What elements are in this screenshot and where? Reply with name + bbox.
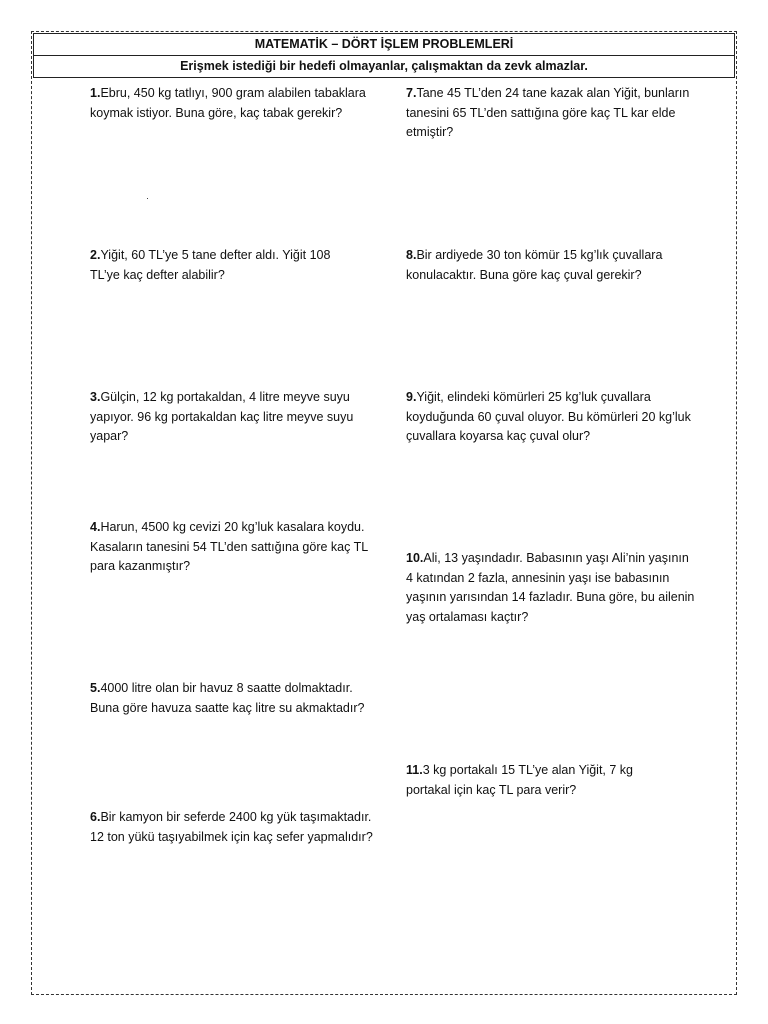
- problem-number: 11.: [406, 763, 423, 777]
- problem-8: [406, 246, 706, 285]
- problem-text: Bir kamyon bir seferde 2400 kg yük taşımaktadır. 12 ton yükü taşıyabilmek için kaç sefer yapmalıdır?: [90, 810, 373, 844]
- problem-text: Ebru, 450 kg tatlıyı, 900 gram alabilen tabaklara koymak istiyor. Buna göre, kaç tabak gerekir?: [90, 86, 366, 120]
- problem-text: Yiğit, 60 TL’ye 5 tane defter aldı. Yiğit 108 TL’ye kaç defter alabilir?: [90, 248, 331, 282]
- problem-number: 8.: [406, 248, 417, 262]
- problem-number: 10.: [406, 551, 424, 565]
- problem-number: 5.: [90, 681, 101, 695]
- problem-number: 9.: [406, 390, 417, 404]
- problem-text: 4000 litre olan bir havuz 8 saatte dolmaktadır. Buna göre havuza saatte kaç litre su akmaktadır?: [90, 681, 365, 715]
- problem-text: Tane 45 TL’den 24 tane kazak alan Yiğit, bunların tanesini 65 TL’den sattığına göre kaç TL kar elde etmiştir?: [406, 86, 690, 139]
- problem-number: 4.: [90, 520, 101, 534]
- problem-text: Ali, 13 yaşındadır. Babasının yaşı Ali’nin yaşının 4 katından 2 fazla, annesinin yaşı ise babasının yaşının yarısından 14 fazladır. Buna göre, bu ailenin yaş ortalaması kaçtır?: [406, 551, 695, 624]
- problem-4: [90, 518, 380, 577]
- problem-3: [90, 388, 380, 447]
- problem-number: 2.: [90, 248, 101, 262]
- problem-text: Bir ardiyede 30 ton kömür 15 kg’lık çuvallara konulacaktır. Buna göre kaç çuval gerekir?: [406, 248, 663, 282]
- worksheet-motto: Erişmek istediği bir hedefi olmayanlar, çalışmaktan da zevk almazlar.: [33, 55, 735, 78]
- problem-6: [90, 808, 375, 847]
- problem-text: Yiğit, elindeki kömürleri 25 kg’luk çuvallara koyduğunda 60 çuval oluyor. Bu kömürleri 20 kg’luk çuvallara koyarsa kaç çuval olur?: [406, 390, 691, 443]
- problem-number: 7.: [406, 86, 417, 100]
- problem-number: 3.: [90, 390, 101, 404]
- stray-dot: [147, 198, 148, 199]
- page-frame: [31, 31, 737, 995]
- problem-11: [406, 761, 668, 800]
- problem-10: [406, 549, 698, 627]
- problem-text: Harun, 4500 kg cevizi 20 kg’luk kasalara koydu. Kasaların tanesini 54 TL’den sattığına göre kaç TL para kazanmıştır?: [90, 520, 368, 573]
- problem-2: [90, 246, 362, 285]
- problem-9: [406, 388, 698, 447]
- problem-number: 6.: [90, 810, 101, 824]
- problem-5: [90, 679, 375, 718]
- problem-number: 1.: [90, 86, 101, 100]
- problem-text: Gülçin, 12 kg portakaldan, 4 litre meyve suyu yapıyor. 96 kg portakaldan kaç litre meyve suyu yapar?: [90, 390, 354, 443]
- problem-1: [90, 84, 375, 123]
- problem-text: 3 kg portakalı 15 TL’ye alan Yiğit, 7 kg portakal için kaç TL para verir?: [406, 763, 634, 797]
- problem-7: [406, 84, 698, 143]
- worksheet-title: MATEMATİK – DÖRT İŞLEM PROBLEMLERİ: [33, 33, 735, 56]
